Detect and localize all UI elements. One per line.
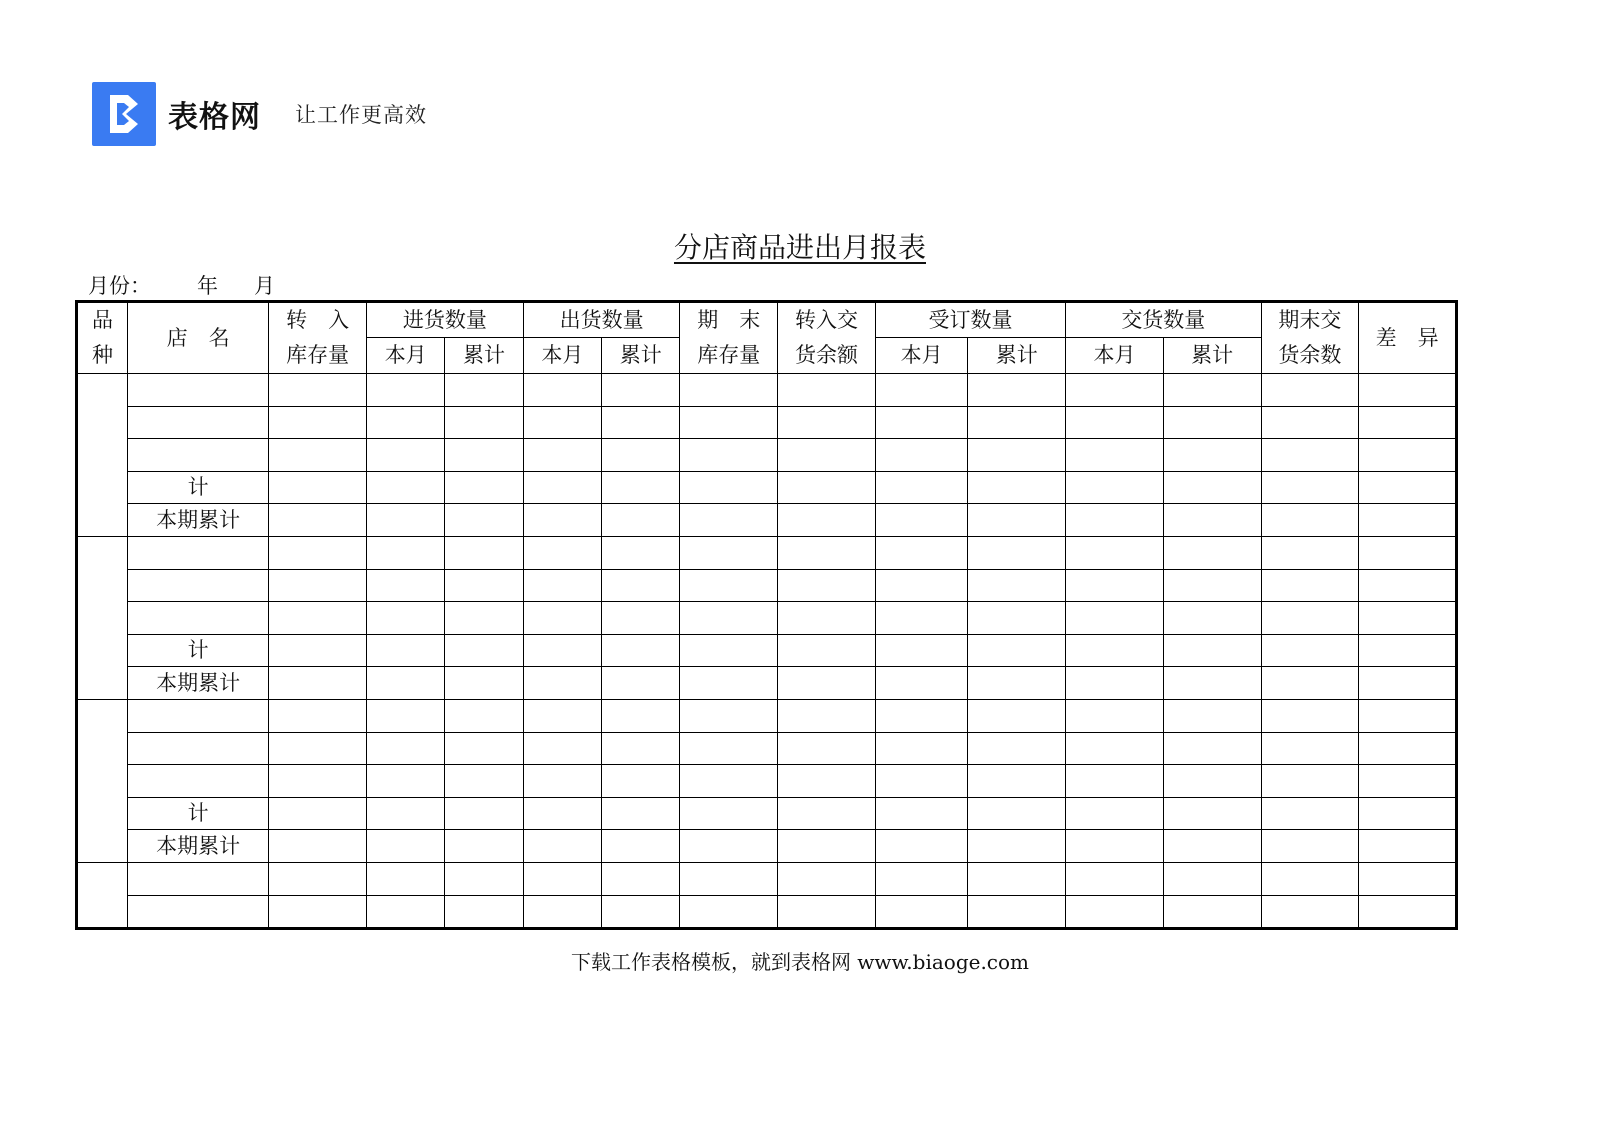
data-cell [602,569,680,602]
data-cell [680,862,778,895]
data-cell [968,765,1066,798]
data-cell [367,374,445,407]
data-cell [523,536,601,569]
data-cell [445,504,523,537]
data-cell [1066,830,1164,863]
data-cell [269,862,367,895]
header-row-1 [77,302,1457,338]
data-cell [1359,471,1457,504]
header-shipment-qty: 出货数量 [523,302,680,338]
data-cell [367,862,445,895]
data-cell [875,569,968,602]
data-cell [269,471,367,504]
data-cell [445,406,523,439]
table-row [77,374,1457,407]
data-cell [367,536,445,569]
data-cell [602,374,680,407]
data-cell [778,830,876,863]
data-cell [269,602,367,635]
data-cell [445,536,523,569]
table-row [77,732,1457,765]
data-cell [367,797,445,830]
data-cell [445,471,523,504]
data-cell [968,406,1066,439]
data-cell [778,862,876,895]
data-cell [1261,406,1359,439]
data-cell [523,634,601,667]
table-row [77,569,1457,602]
data-cell [269,830,367,863]
data-cell [602,439,680,472]
header-variety: 品 种 [77,302,128,374]
data-cell [1163,439,1261,472]
data-cell [1163,374,1261,407]
data-cell [968,439,1066,472]
data-cell [367,471,445,504]
data-cell [680,569,778,602]
data-cell [968,602,1066,635]
data-cell [1359,699,1457,732]
store-name-cell [127,765,268,798]
brand-slogan: 让工作更高效 [295,103,427,127]
header-delivery-cumulative: 累计 [1163,338,1261,374]
report-title: 分店商品进出月报表 [673,231,926,264]
data-cell [367,406,445,439]
data-cell [1066,667,1164,700]
data-cell [968,374,1066,407]
data-cell [445,830,523,863]
store-name-cell [127,406,268,439]
data-cell [875,862,968,895]
data-cell [968,536,1066,569]
table-row [77,471,1457,504]
data-cell [269,569,367,602]
data-cell [602,471,680,504]
data-cell [523,471,601,504]
header-delivery-qty: 交货数量 [1066,302,1261,338]
data-cell [523,504,601,537]
data-cell [1261,797,1359,830]
data-cell [523,602,601,635]
data-cell [1066,504,1164,537]
table-row [77,765,1457,798]
data-cell [1066,895,1164,929]
data-cell [1066,634,1164,667]
table-row [77,634,1457,667]
data-cell [1261,471,1359,504]
data-cell [445,895,523,929]
data-cell [367,569,445,602]
header-delivery-this-month: 本月 [1066,338,1164,374]
data-cell [778,406,876,439]
data-cell [523,374,601,407]
data-cell [1163,862,1261,895]
data-cell [523,439,601,472]
data-cell [1261,765,1359,798]
data-cell [1163,504,1261,537]
data-cell [1163,765,1261,798]
data-cell [1066,569,1164,602]
store-name-cell [127,699,268,732]
data-cell [1163,634,1261,667]
data-cell [875,765,968,798]
data-cell [367,667,445,700]
data-cell [1066,765,1164,798]
header-end-delivery-balance: 期末交 货余数 [1261,302,1359,374]
header-transfer-in-stock: 转 入 库存量 [269,302,367,374]
data-cell [1163,699,1261,732]
data-cell [778,667,876,700]
data-cell [602,504,680,537]
data-cell [1261,439,1359,472]
data-cell [778,471,876,504]
data-cell [875,699,968,732]
header-difference: 差 异 [1359,302,1457,374]
data-cell [367,830,445,863]
data-cell [1359,732,1457,765]
data-cell [968,732,1066,765]
data-cell [1066,797,1164,830]
data-cell [680,634,778,667]
data-cell [875,471,968,504]
brand-name: 表格网 [168,100,261,135]
data-cell [367,634,445,667]
period-total-label: 本期累计 [127,504,268,537]
data-cell [1163,895,1261,929]
data-cell [1163,732,1261,765]
data-cell [269,797,367,830]
data-cell [367,602,445,635]
data-cell [680,797,778,830]
data-cell [523,862,601,895]
data-cell [445,765,523,798]
data-cell [875,504,968,537]
data-cell [602,634,680,667]
header-period-end-stock: 期 末 库存量 [680,302,778,374]
data-cell [875,374,968,407]
data-cell [1066,862,1164,895]
data-cell [1163,536,1261,569]
data-cell [968,862,1066,895]
data-cell [523,406,601,439]
data-cell [778,732,876,765]
data-cell [269,732,367,765]
data-cell [1261,862,1359,895]
data-cell [875,536,968,569]
data-cell [968,667,1066,700]
data-cell [602,667,680,700]
data-cell [602,732,680,765]
data-cell [523,797,601,830]
brand-header [92,82,427,146]
store-name-cell [127,569,268,602]
data-cell [1359,634,1457,667]
data-cell [602,797,680,830]
data-cell [523,765,601,798]
data-cell [680,732,778,765]
data-cell [445,569,523,602]
data-cell [968,699,1066,732]
data-cell [602,895,680,929]
year-unit: 年 [197,274,218,298]
data-cell [523,895,601,929]
data-cell [1359,895,1457,929]
data-cell [367,504,445,537]
data-cell [1261,602,1359,635]
data-cell [602,536,680,569]
data-cell [968,797,1066,830]
data-cell [269,634,367,667]
header-order-qty: 受订数量 [875,302,1065,338]
data-cell [1359,765,1457,798]
data-cell [1066,471,1164,504]
data-cell [1163,830,1261,863]
data-cell [680,895,778,929]
header-purchase-cumulative: 累计 [445,338,523,374]
data-cell [269,504,367,537]
header-order-cumulative: 累计 [968,338,1066,374]
data-cell [1261,374,1359,407]
data-cell [269,374,367,407]
store-name-cell [127,536,268,569]
variety-cell [77,862,128,928]
data-cell [602,862,680,895]
data-cell [1066,732,1164,765]
data-cell [269,406,367,439]
data-cell [1261,569,1359,602]
variety-cell [77,536,128,699]
data-cell [778,602,876,635]
data-cell [875,797,968,830]
data-cell [875,830,968,863]
data-cell [445,374,523,407]
data-cell [1359,797,1457,830]
data-cell [1163,797,1261,830]
month-label: 月份： [88,274,151,298]
data-cell [968,895,1066,929]
data-cell [1261,895,1359,929]
data-cell [445,667,523,700]
data-cell [680,504,778,537]
data-cell [680,765,778,798]
data-cell [778,765,876,798]
header-purchase-this-month: 本月 [367,338,445,374]
data-cell [1163,602,1261,635]
data-cell [778,797,876,830]
table-row [77,895,1457,929]
data-cell [1163,406,1261,439]
data-cell [680,667,778,700]
data-cell [523,732,601,765]
data-cell [875,439,968,472]
data-cell [968,504,1066,537]
data-cell [1359,667,1457,700]
table-row [77,830,1457,863]
data-cell [1359,504,1457,537]
store-name-cell [127,439,268,472]
data-cell [1359,536,1457,569]
data-cell [445,797,523,830]
data-cell [680,374,778,407]
data-cell [1261,732,1359,765]
data-cell [968,569,1066,602]
data-cell [778,504,876,537]
table-row [77,862,1457,895]
store-name-cell [127,862,268,895]
data-cell [445,602,523,635]
store-name-cell [127,602,268,635]
data-cell [1359,439,1457,472]
table-row [77,797,1457,830]
table-row [77,504,1457,537]
header-shipment-cumulative: 累计 [602,338,680,374]
data-cell [602,830,680,863]
data-cell [778,895,876,929]
data-cell [1261,634,1359,667]
variety-cell [77,374,128,537]
header-store-name: 店 名 [127,302,268,374]
data-cell [778,374,876,407]
data-cell [778,569,876,602]
data-cell [875,406,968,439]
data-cell [875,667,968,700]
store-name-cell [127,895,268,929]
data-cell [1359,406,1457,439]
data-cell [367,439,445,472]
data-cell [680,699,778,732]
data-cell [1359,862,1457,895]
data-cell [602,765,680,798]
subtotal-label: 计 [127,797,268,830]
footer-text: 下载工作表格模板，就到表格网 www.biaoge.com [570,950,1030,974]
table-row [77,667,1457,700]
table-row [77,699,1457,732]
data-cell [875,895,968,929]
data-cell [1066,699,1164,732]
data-cell [778,439,876,472]
data-cell [1163,471,1261,504]
data-cell [1261,536,1359,569]
variety-cell [77,699,128,862]
data-cell [778,536,876,569]
data-cell [968,830,1066,863]
data-cell [445,862,523,895]
data-cell [367,699,445,732]
data-cell [269,895,367,929]
store-name-cell [127,374,268,407]
header-transfer-delivery-balance: 转入交 货余额 [778,302,876,374]
data-cell [367,765,445,798]
data-cell [523,699,601,732]
data-cell [367,895,445,929]
data-cell [680,406,778,439]
data-cell [680,536,778,569]
data-cell [1066,374,1164,407]
data-cell [1359,602,1457,635]
data-cell [1066,536,1164,569]
data-cell [602,406,680,439]
data-cell [968,634,1066,667]
data-cell [968,471,1066,504]
data-cell [269,765,367,798]
data-cell [680,439,778,472]
data-cell [367,732,445,765]
data-cell [269,439,367,472]
data-cell [445,699,523,732]
data-cell [1163,667,1261,700]
period-total-label: 本期累计 [127,667,268,700]
data-cell [680,471,778,504]
data-cell [1066,406,1164,439]
data-cell [1261,504,1359,537]
data-cell [1261,699,1359,732]
data-cell [1359,830,1457,863]
data-cell [445,439,523,472]
data-cell [523,569,601,602]
data-cell [680,602,778,635]
month-field [88,270,275,300]
table-row [77,602,1457,635]
data-cell [1359,374,1457,407]
period-total-label: 本期累计 [127,830,268,863]
header-order-this-month: 本月 [875,338,968,374]
table-row [77,536,1457,569]
data-cell [875,732,968,765]
data-cell [778,699,876,732]
data-cell [1261,667,1359,700]
table-row [77,439,1457,472]
data-cell [602,699,680,732]
table-row [77,406,1457,439]
data-cell [1261,830,1359,863]
data-cell [523,830,601,863]
data-cell [875,634,968,667]
data-cell [445,634,523,667]
data-cell [269,667,367,700]
header-purchase-qty: 进货数量 [367,302,524,338]
report-table [75,300,1458,930]
data-cell [1066,439,1164,472]
data-cell [778,634,876,667]
data-cell [269,699,367,732]
data-cell [523,667,601,700]
data-cell [680,830,778,863]
store-name-cell [127,732,268,765]
header-shipment-this-month: 本月 [523,338,601,374]
data-cell [1359,569,1457,602]
subtotal-label: 计 [127,634,268,667]
data-cell [875,602,968,635]
data-cell [1163,569,1261,602]
data-cell [1066,602,1164,635]
month-unit: 月 [254,274,275,298]
data-cell [445,732,523,765]
data-cell [269,536,367,569]
biaoge-logo-icon [92,82,156,146]
subtotal-label: 计 [127,471,268,504]
data-cell [602,602,680,635]
